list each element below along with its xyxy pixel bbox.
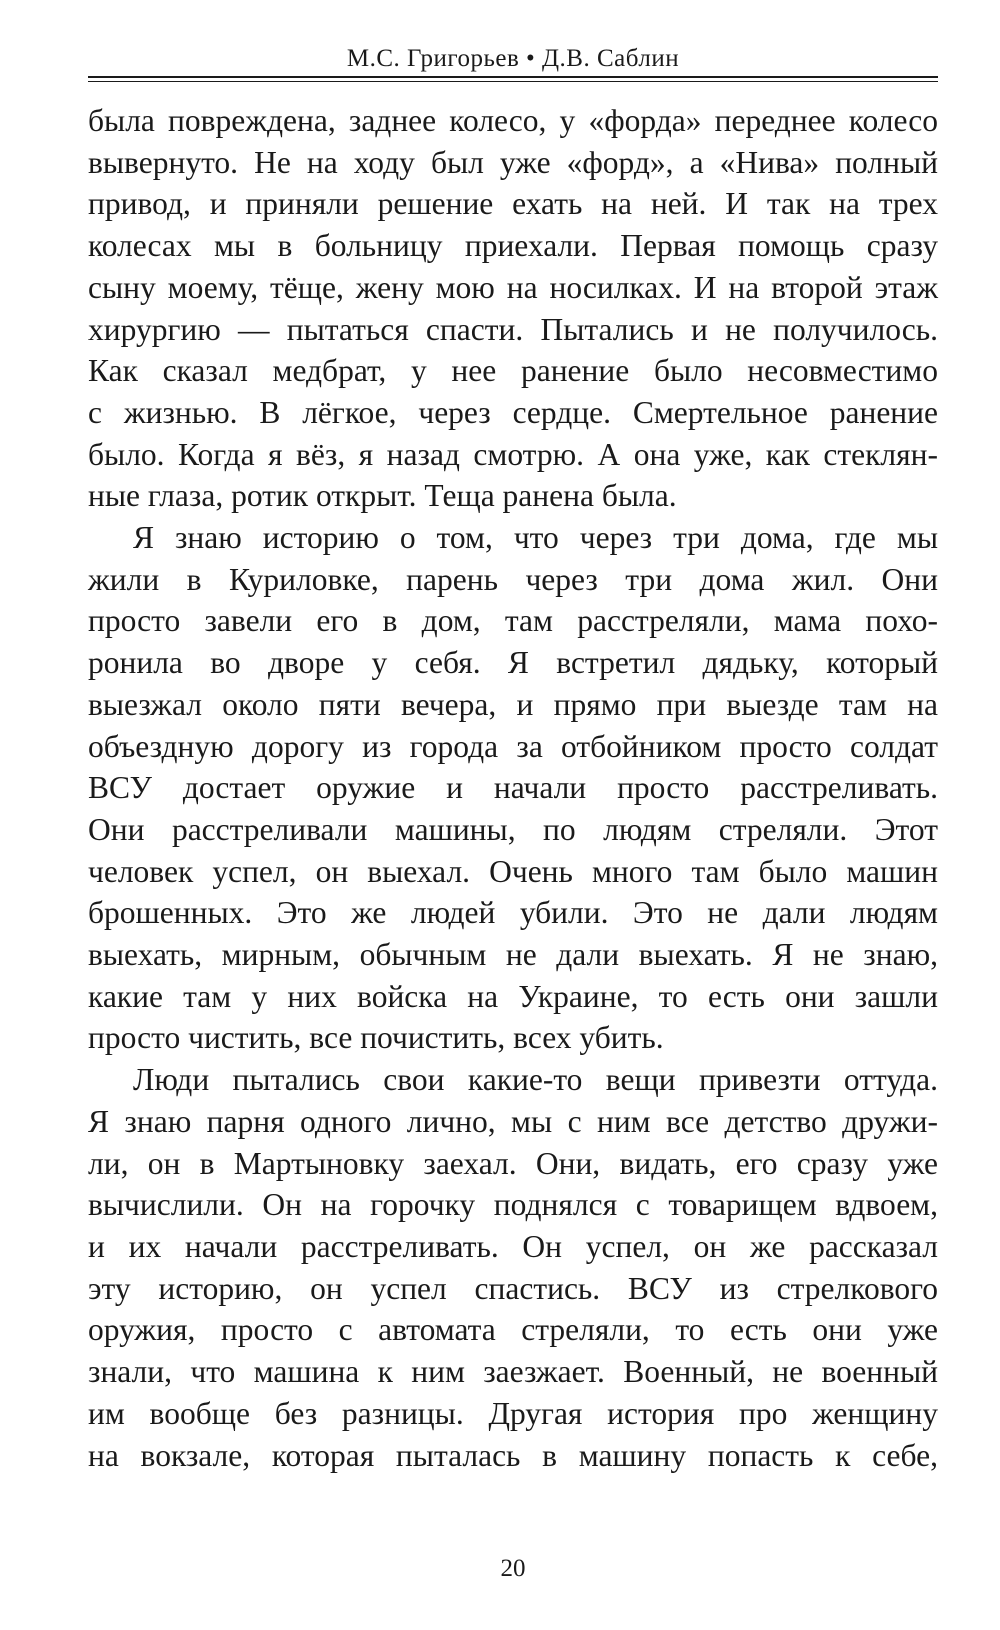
text-line: была повреждена, заднее колесо, у «форда» переднее колесо [88, 103, 938, 138]
text-line: ли, он в Мартыновку заехал. Они, видать, его сразу уже [88, 1145, 938, 1181]
text-line: сыну моему, тёще, жену мою на носилках. И на второй этаж [88, 269, 938, 305]
text-line: было. Когда я вёз, я назад смотрю. А она уже, как стеклян- [88, 436, 938, 472]
text-line: Я знаю историю о том, что через три дома, где мы [133, 520, 938, 556]
running-header: М.С. Григорьев • Д.В. Саблин [346, 45, 680, 72]
text-line: и их начали расстреливать. Он успел, он же рассказал [88, 1228, 938, 1264]
text-line: эту историю, он успел спастись. ВСУ из стрелкового [88, 1270, 938, 1306]
body-text [88, 100, 938, 1476]
text-line: Как сказал медбрат, у нее ранение было несовместимо [88, 353, 938, 389]
text-line: ные глаза, ротик открыт. Теща ранена была. [88, 478, 677, 514]
text-line: какие там у них войска на Украине, то есть они зашли [88, 978, 938, 1014]
text-line: оружия, просто с автомата стреляли, то есть они уже [88, 1312, 938, 1348]
text-line: ВСУ достает оружие и начали просто расстреливать. [88, 770, 938, 806]
text-line: брошенных. Это же людей убили. Это не дали людям [88, 895, 938, 931]
header-rule-thick [88, 76, 938, 78]
text-line: вывернуто. Не на ходу был уже «форд», а «Нива» полный [88, 144, 938, 180]
text-line: человек успел, он выехал. Очень много там было машин [88, 853, 938, 889]
page-number: 20 [500, 1555, 526, 1582]
text-line: просто чистить, все почистить, всех убить. [88, 1020, 664, 1056]
text-line: выезжал около пяти вечера, и прямо при выезде там на [88, 686, 938, 722]
text-line: на вокзале, которая пыталась в машину попасть к себе, [88, 1437, 938, 1473]
text-line: им вообще без разницы. Другая история про женщину [88, 1395, 938, 1431]
text-line: просто завели его в дом, там расстреляли, мама похо- [88, 603, 938, 639]
text-line: жили в Куриловке, парень через три дома жил. Они [88, 561, 938, 597]
text-line: Люди пытались свои какие-то вещи привезти оттуда. [133, 1062, 938, 1098]
text-line: хирургию — пытаться спасти. Пытались и не получилось. [88, 311, 938, 347]
text-line: колесах мы в больницу приехали. Первая помощь сразу [88, 228, 938, 264]
text-line: знали, что машина к ним заезжает. Военный, не военный [88, 1354, 938, 1390]
text-line: с жизнью. В лёгкое, через сердце. Смертельное ранение [88, 394, 938, 430]
text-line: ронила во дворе у себя. Я встретил дядьку, который [88, 645, 938, 681]
text-line: привод, и приняли решение ехать на ней. И так на трех [88, 186, 938, 222]
text-line: Я знаю парня одного лично, мы с ним все детство дружи- [88, 1103, 938, 1139]
text-line: вычислили. Он на горочку поднялся с товарищем вдвоем, [88, 1187, 938, 1223]
text-line: объездную дорогу из города за отбойником просто солдат [88, 728, 938, 764]
text-line: Они расстреливали машины, по людям стреляли. Этот [88, 811, 938, 847]
header-rule-thin [88, 81, 938, 82]
text-line: выехать, мирным, обычным не дали выехать. Я не знаю, [88, 937, 938, 973]
